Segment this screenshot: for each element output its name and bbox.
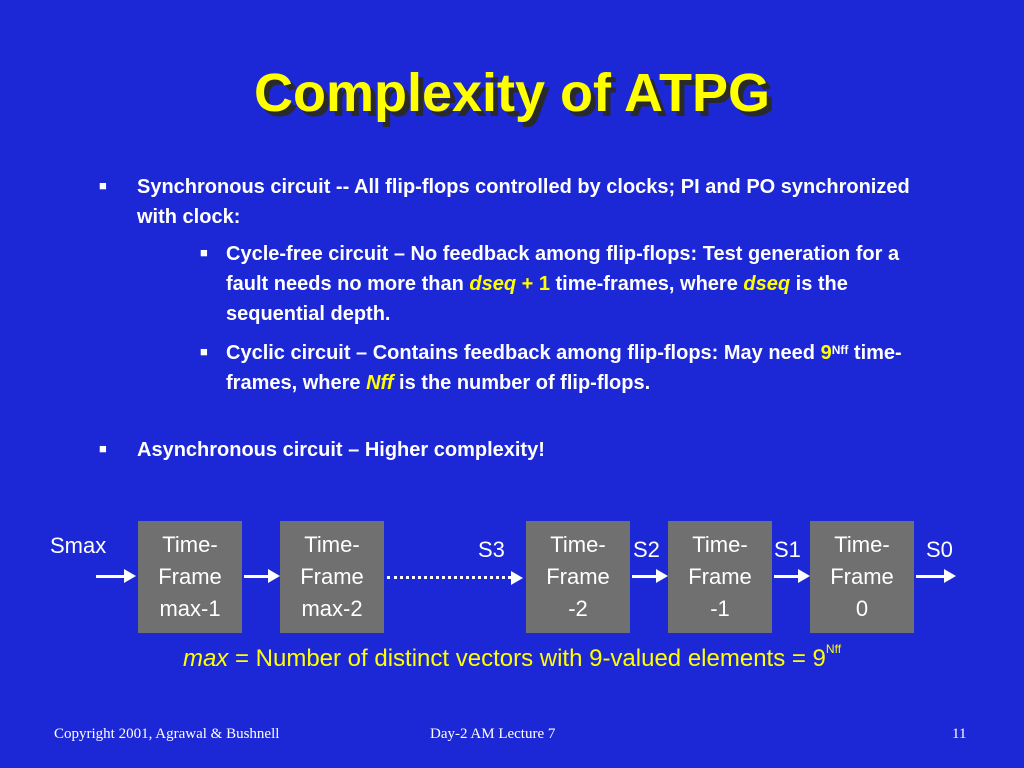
- subbullet-cyclic: [200, 338, 926, 398]
- bullet-text: Synchronous circuit -- All flip-flops controlled by clocks; PI and PO synchronized with clock:: [137, 176, 910, 228]
- frame-line: Frame: [830, 564, 894, 589]
- max-definition: [0, 642, 1024, 673]
- slide-title: Complexity of ATPG: [253, 63, 771, 123]
- signal-label-smax: Smax: [50, 533, 107, 558]
- arrow-frame-link: [244, 575, 270, 578]
- square-bullet-icon: ■: [99, 178, 107, 193]
- arrow-frame-link: [774, 575, 800, 578]
- frame-line: -2: [568, 596, 588, 621]
- time-frame-box: [138, 521, 242, 633]
- bullet-text: Asynchronous circuit – Higher complexity!: [137, 439, 545, 461]
- bullet-synchronous: [99, 172, 927, 232]
- footer-copyright: Copyright 2001, Agrawal & Bushnell: [54, 726, 280, 742]
- dseq-term: dseq: [743, 273, 791, 295]
- frame-line: Time-: [834, 532, 890, 557]
- frame-line: 0: [855, 596, 869, 621]
- frame-line: Frame: [546, 564, 610, 589]
- nine-term: 9: [820, 342, 832, 364]
- time-frame-box: [810, 521, 914, 633]
- arrow-frame-link: [632, 575, 658, 578]
- subbullet-text: time-frames, where: [549, 273, 744, 295]
- square-bullet-icon: ■: [99, 441, 107, 456]
- footer-lecture: Day-2 AM Lecture 7: [430, 726, 556, 742]
- time-frame-box: [526, 521, 630, 633]
- subbullet-text: is the sequential depth.: [226, 273, 848, 325]
- time-frame-box: [668, 521, 772, 633]
- arrow-output: [916, 575, 946, 578]
- frame-line: Frame: [688, 564, 752, 589]
- nff-term: Nff: [366, 372, 394, 394]
- bullet-asynchronous: [99, 435, 927, 465]
- caption-text: = Number of distinct vectors with 9-valued elements = 9: [228, 645, 826, 672]
- dotted-arrow: [387, 576, 511, 579]
- frame-line: Frame: [158, 564, 222, 589]
- dseq-term: dseq: [469, 273, 517, 295]
- square-bullet-icon: ■: [200, 245, 208, 260]
- subbullet-cycle-free: [200, 239, 926, 329]
- max-term: max: [182, 645, 229, 672]
- frame-line: Time-: [162, 532, 218, 557]
- signal-label-s0: S0: [926, 537, 953, 562]
- subbullet-text: is the number of flip-flops.: [393, 372, 651, 394]
- frame-line: Frame: [300, 564, 364, 589]
- frame-line: -1: [710, 596, 730, 621]
- frame-line: Time-: [692, 532, 748, 557]
- nff-superscript: Nff: [825, 642, 842, 656]
- frame-line: max-2: [301, 596, 363, 621]
- frame-line: Time-: [304, 532, 360, 557]
- subbullet-text: Cycle-free circuit – No feedback among flip-flops: Test generation for a fault needs no more than: [226, 243, 900, 295]
- frame-line: Time-: [550, 532, 606, 557]
- plus-one-term: + 1: [516, 273, 550, 295]
- signal-label-s1: S1: [774, 537, 801, 562]
- signal-label-s2: S2: [633, 537, 660, 562]
- time-frame-box: [280, 521, 384, 633]
- arrow-smax: [96, 575, 126, 578]
- frame-line: max-1: [159, 596, 221, 621]
- footer-page-number: 11: [952, 726, 967, 742]
- subbullet-text: time-frames, where: [226, 342, 902, 394]
- square-bullet-icon: ■: [200, 344, 208, 359]
- subbullet-text: Cyclic circuit – Contains feedback among flip-flops: May need: [226, 342, 821, 364]
- nff-superscript: Nff: [831, 343, 849, 357]
- signal-label-s3: S3: [478, 537, 505, 562]
